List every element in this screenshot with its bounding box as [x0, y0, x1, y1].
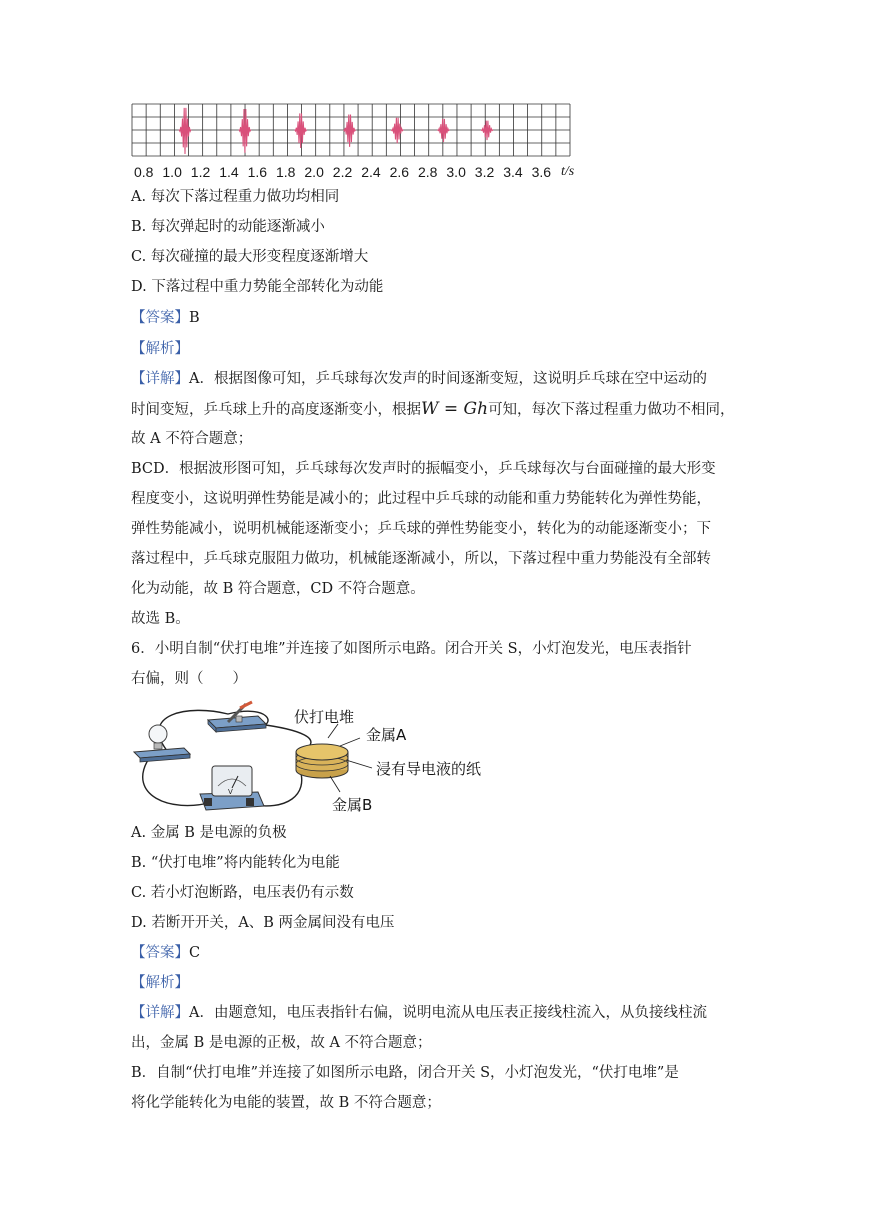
- q6-answer: [131, 943, 200, 963]
- q5-option-b: B. 每次弹起时的动能逐渐减小: [131, 219, 325, 235]
- waveform-traces: [179, 108, 493, 154]
- voltmeter: [200, 766, 264, 810]
- q5-answer: [131, 308, 200, 328]
- sound-burst-1: [179, 108, 191, 154]
- wave-tick-label: 1.8: [276, 164, 296, 180]
- q5-detail-line-6: 弹性势能减小，说明机械能逐渐变小；乒乓球的弹性势能变小，转化为的动能逐渐变小；下: [131, 521, 711, 537]
- q5-answer-label: 【答案】: [131, 310, 189, 326]
- q5-detail-line-3: 故 A 不符合题意；: [131, 431, 253, 447]
- q5-option-a: A. 每次下落过程重力做功均相同: [131, 189, 340, 205]
- voltmeter-letter: V: [228, 788, 233, 796]
- wave-tick-label: 2.6: [389, 164, 410, 180]
- q6-stem-line-1: 6．小明自制“伏打电堆”并连接了如图所示电路。闭合开关 S，小灯泡发光，电压表指针: [131, 641, 692, 657]
- q6-analysis-label: 【解析】: [131, 975, 189, 991]
- q5-detail-line-2: 时间变短，乒乓球上升的高度逐渐变小，根据W = Gh可知，每次下落过程重力做功不相同，: [131, 399, 735, 419]
- q5-option-d: D. 下落过程中重力势能全部转化为动能: [131, 279, 384, 295]
- q5-detail-line-8: 化为动能，故 B 符合题意，CD 不符合题意。: [131, 581, 425, 597]
- q5-detail-line-7: 落过程中，乒乓球克服阻力做功，机械能逐渐减小，所以，下落过程中重力势能没有全部转: [131, 551, 711, 567]
- q6-option-a: A. 金属 B 是电源的负极: [131, 825, 287, 841]
- light-bulb: [134, 725, 190, 762]
- q5-detail-line-9: 故选 B。: [131, 611, 190, 627]
- wave-tick-label: 3.6: [531, 164, 552, 180]
- wave-tick-label: 3.2: [474, 164, 495, 180]
- q5-analysis-label: 【解析】: [131, 341, 189, 357]
- wave-tick-label: 3.0: [446, 164, 466, 180]
- q6-detail-line-1: 【详解】A．由题意知，电压表指针右偏，说明电流从电压表正接线柱流入，从负接线柱流: [131, 1005, 707, 1021]
- sound-burst-7: [481, 121, 493, 140]
- q5-option-c: C. 每次碰撞的最大形变程度逐渐增大: [131, 249, 369, 265]
- switch-s: [208, 702, 266, 732]
- wave-tick-label: 1.4: [219, 164, 239, 180]
- q5-detail-line-5: 程度变小，这说明弹性势能是减小的；此过程中乒乓球的动能和重力势能转化为弹性势能，: [131, 491, 711, 507]
- wave-tick-label: 2.2: [332, 164, 353, 180]
- label-metal-a: 金属A: [366, 726, 407, 744]
- sound-burst-5: [391, 118, 403, 143]
- q6-detail-line-3: B．自制“伏打电堆”并连接了如图所示电路，闭合开关 S，小灯泡发光，“伏打电堆”是: [131, 1065, 679, 1081]
- wave-tick-label: 1.6: [247, 164, 268, 180]
- q6-option-c: C. 若小灯泡断路，电压表仍有示数: [131, 885, 354, 901]
- q6-stem-line-2: 右偏，则（ ）: [131, 671, 247, 687]
- q6-answer-label: 【答案】: [131, 945, 189, 961]
- wave-tick-label: 1.0: [162, 164, 182, 180]
- q6-option-d: D. 若断开开关，A、B 两金属间没有电压: [131, 915, 395, 931]
- q6-option-b: B. “伏打电堆”将内能转化为电能: [131, 855, 340, 871]
- q5-detail-line-1: 【详解】A．根据图像可知，乒乓球每次发声的时间逐渐变短，这说明乒乓球在空中运动的: [131, 371, 707, 387]
- q5-answer-value: B: [189, 310, 200, 326]
- wave-tick-label: 0.8: [134, 164, 154, 180]
- q6-answer-value: C: [189, 945, 201, 961]
- wave-tick-label: 2.4: [361, 164, 381, 180]
- voltaic-pile-circuit-figure: [128, 694, 528, 818]
- label-soaked-paper: 浸有导电液的纸: [376, 760, 482, 778]
- label-voltaic-pile: 伏打电堆: [294, 708, 355, 726]
- wave-tick-label: 2.0: [304, 164, 324, 180]
- q6-detail-line-4: 将化学能转化为电能的装置，故 B 不符合题意；: [131, 1095, 441, 1111]
- q6-detail-line-2: 出，金属 B 是电源的正极，故 A 不符合题意；: [131, 1035, 432, 1051]
- wave-tick-label: 2.8: [418, 164, 438, 180]
- wave-tick-label: 1.2: [190, 164, 211, 180]
- wave-axis-unit: t/s: [561, 164, 575, 179]
- label-metal-b: 金属B: [332, 796, 373, 814]
- wave-tick-label: 3.4: [503, 164, 523, 180]
- formula-w-equals-gh: W = Gh: [421, 399, 489, 419]
- voltaic-pile: [296, 724, 372, 792]
- sound-burst-6: [438, 119, 450, 142]
- q5-detail-line-4: BCD．根据波形图可知，乒乓球每次发声时的振幅变小，乒乓球每次与台面碰撞的最大形变: [131, 461, 716, 477]
- sound-burst-4: [344, 115, 356, 147]
